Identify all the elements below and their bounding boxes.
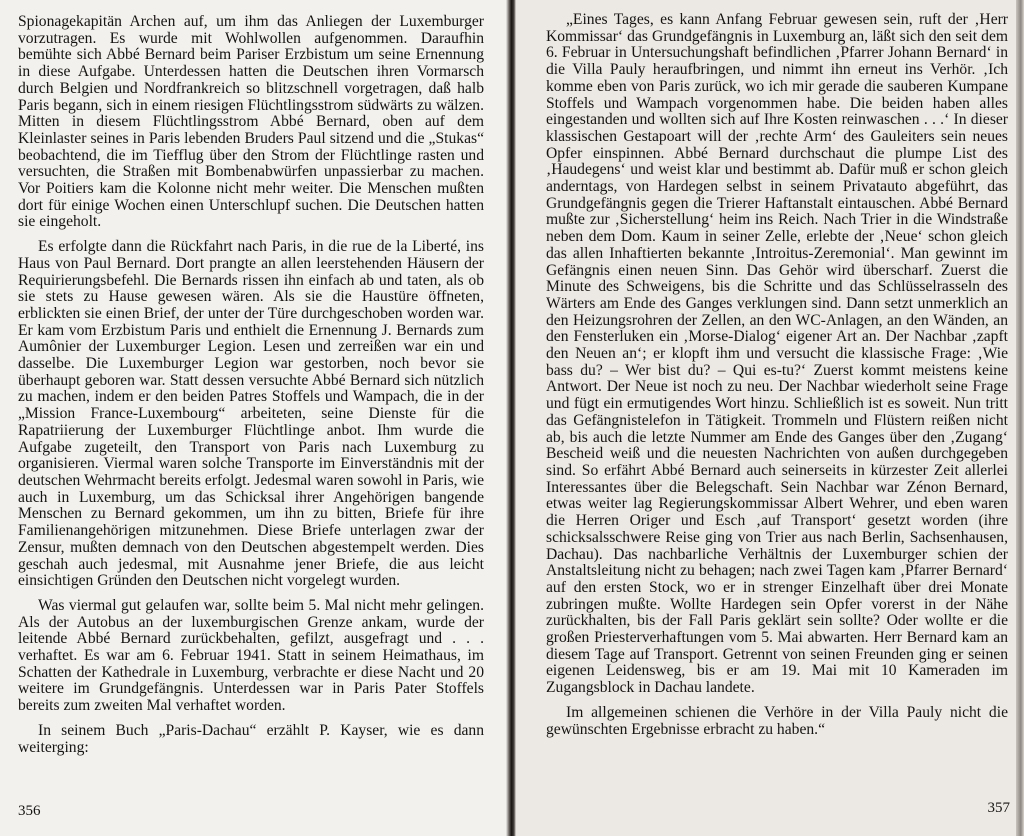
right-page xyxy=(516,0,1024,836)
left-page-number: 356 xyxy=(18,803,41,819)
left-paragraph-3: Was viermal gut gelaufen war, sollte beim 5. Mal nicht mehr gelingen. Als der Autobus an der luxemburgischen Grenze ankam, wurde der leitende Abbé Bernard zurückbehalten, gefilzt, ausgefragt und . . . verhaftet. Es war am 6. Februar 1941. Statt in seinem Heimathaus, im Schatten der Kathedrale in Luxemburg, verbrachte er diese Nacht und 20 weitere im Grundgefängnis. Unterdessen war in Paris Pater Stoffels bereits zum zweiten Mal verhaftet worden. xyxy=(18,596,484,715)
right-page-number: 357 xyxy=(987,800,1010,816)
left-paragraph-4: In seinem Buch „Paris-Dachau“ erzählt P. Kayser, wie es dann weiterging: xyxy=(18,721,484,756)
left-paragraph-1: Spionagekapitän Archen auf, um ihm das Anliegen der Luxemburger vorzutragen. Es wurde mit Wohlwollen aufgenommen. Daraufhin bemühte sich Abbé Bernard beim Pariser Erzbistum um seine Ernennung in diese Aufgabe. Unterdessen hatten die Deutschen ihren Vormarsch durch Belgien und Nordfrankreich so blitzschnell vorgetragen, daß halb Paris begann, sich in einem riesigen Flüchtlingsstrom südwärts zu wälzen. Mitten in diesem Flüchtlingsstrom Abbé Bernard, oben auf dem Kleinlaster seines in Paris lebenden Bruders Paul sitzend und die „Stukas“ beobachtend, die im Tiefflug über den Strom der Flüchtlinge rasten und versuchten, die Straßen mit Bombenabwürfen unpassierbar zu machen. Vor Poitiers kam die Kolonne nicht mehr weiter. Die Menschen mußten dort für einige Wochen einen Unterschlupf suchen. Die Deutschen hatten sie eingeholt. xyxy=(18,13,484,231)
left-paragraph-2: Es erfolgte dann die Rückfahrt nach Paris, in die rue de la Liberté, ins Haus von Paul Bernard. Dort prangte an allen leerstehenden Häusern der Requirierungsbefehl. Die Bernards rissen ihn einfach ab und taten, als ob sie stets zu Hause gewesen wären. Als sie die Haustüre öffneten, erblickten sie einen Brief, der unter der Türe durchgeschoben worden war. Er kam vom Erzbistum Paris und enthielt die Ernennung J. Bernards zum Aumônier der Luxemburger Legion. Lesen und zerreißen war ein und dasselbe. Die Luxemburger Legion war gestorben, noch bevor sie überhaupt geboren war. Statt dessen versuchte Abbé Bernard sich nützlich zu machen, indem er den beiden Patres Stoffels und Wampach, die in der „Mission France-Luxembourg“ arbeiteten, seine Dienste für die Rapatriierung der Luxemburger Flüchtlinge anbot. Ihm wurde die Aufgabe zugeteilt, den Transport von Paris nach Luxemburg zu organisieren. Viermal waren solche Transporte im Einverständnis mit der deutschen Wehrmacht bereits erfolgt. Jedesmal waren sowohl in Paris, wie auch in Luxemburg, um das Schicksal ihrer Angehörigen bangende Menschen zu Bernard gekommen, um ihn zu bitten, Briefe für ihre Familienangehörigen mitzunehmen. Diese Briefe unterlagen zwar der Zensur, mußten demnach von den Deutschen abgestempelt werden. Dies geschah auch jedesmal, mit Ausnahme jener Briefe, die aus leicht einsichtigen Gründen den Deutschen nicht vorgelegt wurden. xyxy=(18,238,484,590)
right-paragraph-2: Im allgemeinen schienen die Verhöre in der Villa Pauly nicht die gewünschten Ergebnisse erbracht zu haben.“ xyxy=(546,703,1008,738)
left-page xyxy=(0,0,506,836)
book-gutter xyxy=(506,0,516,836)
right-paragraph-1: „Eines Tages, es kann Anfang Februar gewesen sein, ruft der ‚Herr Kommissar‘ das Grundgefängnis in Luxemburg an, läßt sich den seit dem 6. Februar in Untersuchungshaft befindlichen ‚Pfarrer Johann Bernard‘ in die Villa Pauly heraufbringen, und nimmt ihn erneut ins Verhör. ‚Ich komme eben von Paris zurück, wo ich mir gerade die sauberen Kumpane Stoffels und Wampach vorgenommen habe. Die beiden haben alles eingestanden und wollten sich auf Ihre Kosten reinwaschen . . .‘ In dieser klassischen Gestapoart will der ‚rechte Arm‘ des Gauleiters sein neues Opfer einspinnen. Abbé Bernard durchschaut die plumpe List des ‚Haudegens‘ und weist klar und bestimmt ab. Dafür muß er schon gleich anderntags, von Hardegen selbst in seinem Privatauto abgeführt, das Grundgefängnis gegen die Trierer Haftanstalt eintauschen. Abbé Bernard mußte zur ‚Sicherstellung‘ heim ins Reich. Nach Trier in die Windstraße neben dem Dom. Kaum in seiner Zelle, erlebte der ‚Neue‘ schon gleich das allen Inhaftierten bekannte ‚Introitus-Zeremonial‘. Man gewinnt im Gefängnis einen neuen Sinn. Das Gehör wird überscharf. Zuerst die Minute des Schweigens, bis die Schritte und das Schlüsselrasseln des Wärters am Ende des Ganges verklungen sind. Dann setzt unmerklich an den Heizungsrohren der Zellen, an den WC-Anlagen, an den Wänden, an den Fensterluken ein ‚Morse-Dialog‘ eigener Art an. Der Nachbar ‚zapft den Neuen an‘; er klopft ihm und versucht die klassische Frage: ‚Wie bass du? – Wer bist du? – Qui es-tu?‘ Zuerst kommt meistens keine Antwort. Der Neue ist noch zu neu. Der Nachbar wiederholt seine Frage und fügt ein ermutigendes Wort hinzu. Schließlich ist es soweit. Nun tritt das Gefängnistelefon in Tätigkeit. Trommeln und Flüstern reißen nicht ab, bis auch die letzte Nummer am Ende des Ganges über den ‚Zugang‘ Bescheid weiß und die neuesten Nachrichten von außen durchgegeben sind. So erfährt Abbé Bernard auch seinerseits in kürzester Zeit allerlei Interessantes über die Belegschaft. Sein Nachbar war Zénon Bernard, etwas weiter lag Regierungskommissar Albert Wehrer, und eben waren die Herren Origer und Esch ‚auf Transport‘ gesetzt worden (ihre schicksalsschwere Reise ging von Trier aus nach Berlin, Sachsenhausen, Dachau). Das nachbarliche Verhältnis der Luxemburger schien der Anstaltsleitung nicht zu behagen; nach zwei Tagen kam ‚Pfarrer Bernard‘ auf den ersten Stock, wo er in strenger Einzelhaft über drei Monate zubringen mußte. Wollte Hardegen sein Opfer vorerst in der Nähe zurückhalten, bis der Fall Paris geklärt sein sollte? Oder wollte er die großen Priesterverhaftungen vom 5. Mai abwarten. Herr Bernard kam an diesem Tage auf Transport. Getrennt von seinen Freunden ging er seinen eigenen Leidensweg, bis er am 19. Mai mit 10 Kameraden im Zugangsblock in Dachau landete. xyxy=(546,11,1008,697)
page-edge xyxy=(1016,0,1024,836)
